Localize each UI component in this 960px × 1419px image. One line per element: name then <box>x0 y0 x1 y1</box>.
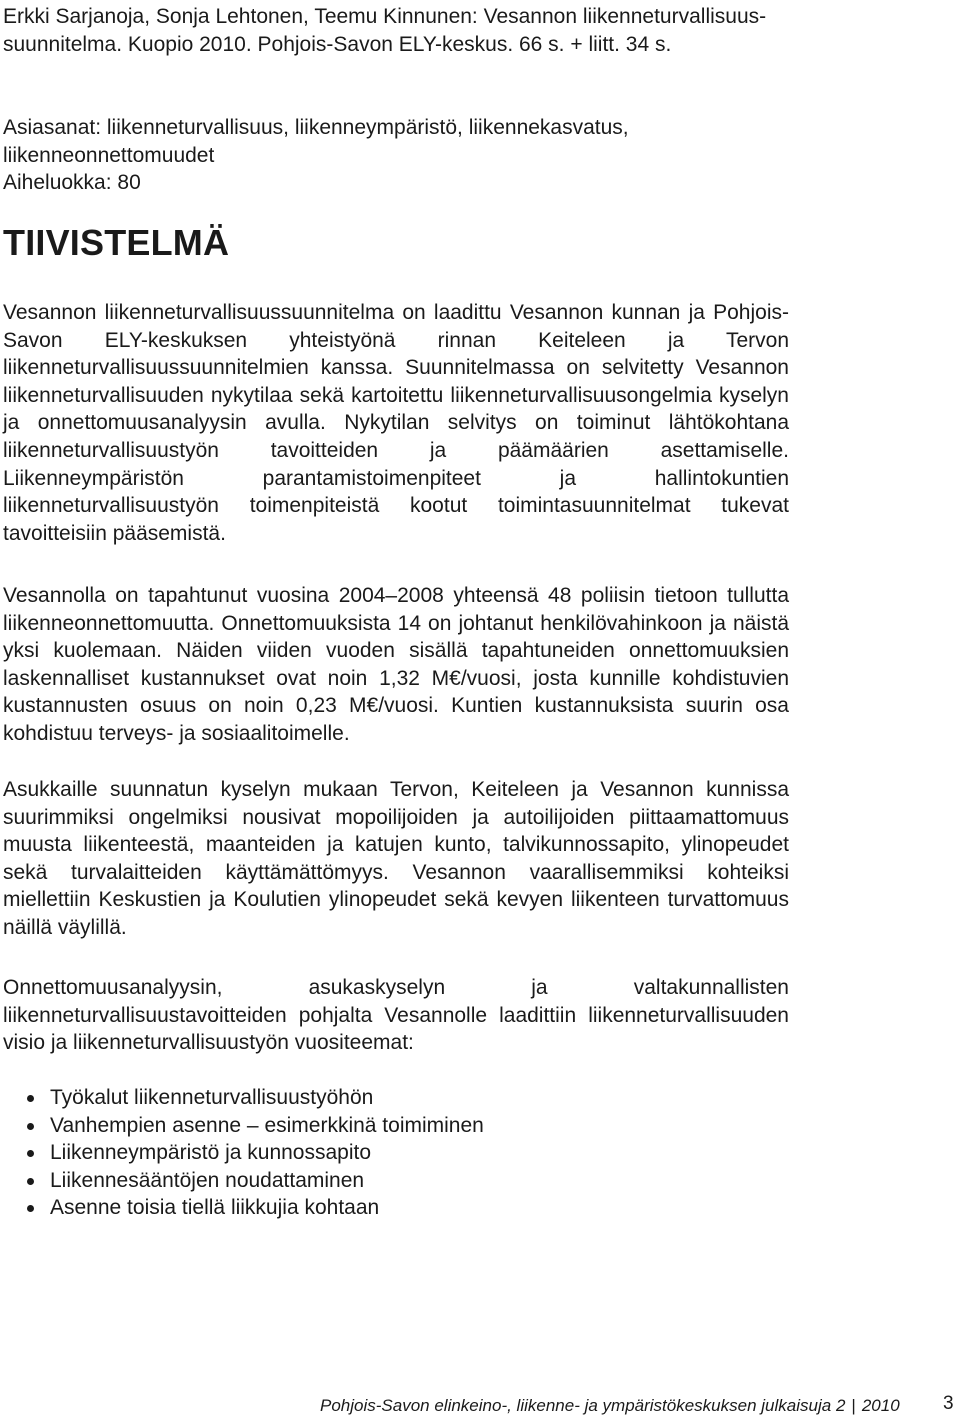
page-title: TIIVISTELMÄ <box>3 222 230 263</box>
theme-list <box>3 1084 484 1222</box>
page-number: 3 <box>943 1393 954 1414</box>
list-item <box>3 1112 484 1140</box>
list-item-label: Liikennesääntöjen noudattaminen <box>50 1168 365 1192</box>
paragraph-4: Onnettomuusanalyysin, asukaskyselyn ja valtakunnallisten liikenneturvallisuustavoitteiden pohjalta Vesannolle laadittiin liikenneturvallisuuden visio ja liikenneturvallisuustyön vuositeemat: <box>3 976 789 1055</box>
bullet-icon <box>27 1178 34 1185</box>
list-item <box>3 1194 484 1222</box>
bullet-icon <box>27 1123 34 1130</box>
keywords-text: Asiasanat: liikenneturvallisuus, liikenneympäristö, liikennekasvatus, liikenneonnettomuudet <box>3 116 629 167</box>
citation-text: Erkki Sarjanoja, Sonja Lehtonen, Teemu Kinnunen: Vesannon liikenneturvallisuus-suunnitelma. Kuopio 2010. Pohjois-Savon ELY-keskus. 66 s. + liitt. 34 s. <box>3 5 767 56</box>
list-item-label: Asenne toisia tiellä liikkujia kohtaan <box>50 1196 380 1220</box>
list-item <box>3 1139 484 1167</box>
paragraph-1: Vesannon liikenneturvallisuussuunnitelma on laadittu Vesannon kunnan ja Pohjois-Savon ELY-keskuksen yhteistyönä rinnan Keiteleen ja Tervon liikenneturvallisuussuunnitelmien kanssa. Suunnitelmassa on selvitetty Vesannon liikenneturvallisuuden nykytilaa sekä kartoitettu liikenneturvallisuusongelmia kyselyn ja onnettomuusanalyysin avulla. Nykytilan selvitys on toiminut lähtökohtana liikenneturvallisuustyön tavoitteiden ja päämäärien asettamiselle. Liikenneympäristön parantamistoimenpiteet ja hallintokuntien liikenneturvallisuustyön toimenpiteistä kootut toimintasuunnitelmat tukevat tavoitteisiin pääsemistä. <box>3 301 789 545</box>
footer-year: 2010 <box>861 1396 900 1415</box>
paragraph-3: Asukkaille suunnatun kyselyn mukaan Tervon, Keiteleen ja Vesannon kunnissa suurimmiksi ongelmiksi nousivat mopoilijoiden ja autoilijoiden piittaamattomuus muusta liikenteestä, maanteiden ja katujen kunto, talvikunnossapito, ylinopeudet sekä turvalaitteiden käyttämättömyys. Vesannon vaarallisemmiksi kohteiksi miellettiin Keskustien ja Koulutien ylinopeudet sekä kevyen liikenteen turvattomuus näillä väylillä. <box>3 778 789 939</box>
list-item <box>3 1084 484 1112</box>
list-item-label: Työkalut liikenneturvallisuustyöhön <box>50 1086 374 1109</box>
footer-publication: Pohjois-Savon elinkeino-, liikenne- ja ympäristökeskuksen julkaisuja <box>320 1396 832 1415</box>
list-item <box>3 1167 484 1195</box>
bullet-icon <box>27 1095 34 1102</box>
bullet-icon <box>27 1150 34 1157</box>
footer-issue: 2 <box>835 1396 846 1415</box>
bullet-icon <box>27 1205 34 1212</box>
paragraph-2: Vesannolla on tapahtunut vuosina 2004–2008 yhteensä 48 poliisin tietoon tullutta liikenneonnettomuutta. Onnettomuuksista 14 on johtanut henkilövahinkoon ja näistä yksi kuolemaan. Näiden viiden vuoden sisällä tapahtuneiden onnettomuuksien laskennalliset kustannukset ovat noin 1,32 M€/vuosi, josta kunnille kohdistuvien kustannusten osuus on noin 0,23 M€/vuosi. Kuntien kustannuksista suurin osa kohdistuu terveys- ja sosiaalitoimelle. <box>3 584 789 745</box>
category-text: Aiheluokka: 80 <box>3 171 141 194</box>
list-item-label: Liikenneympäristö ja kunnossapito <box>50 1141 372 1165</box>
page-footer <box>320 1396 960 1416</box>
footer-separator: | <box>851 1396 856 1415</box>
list-item-label: Vanhempien asenne – esimerkkinä toimiminen <box>50 1113 484 1137</box>
